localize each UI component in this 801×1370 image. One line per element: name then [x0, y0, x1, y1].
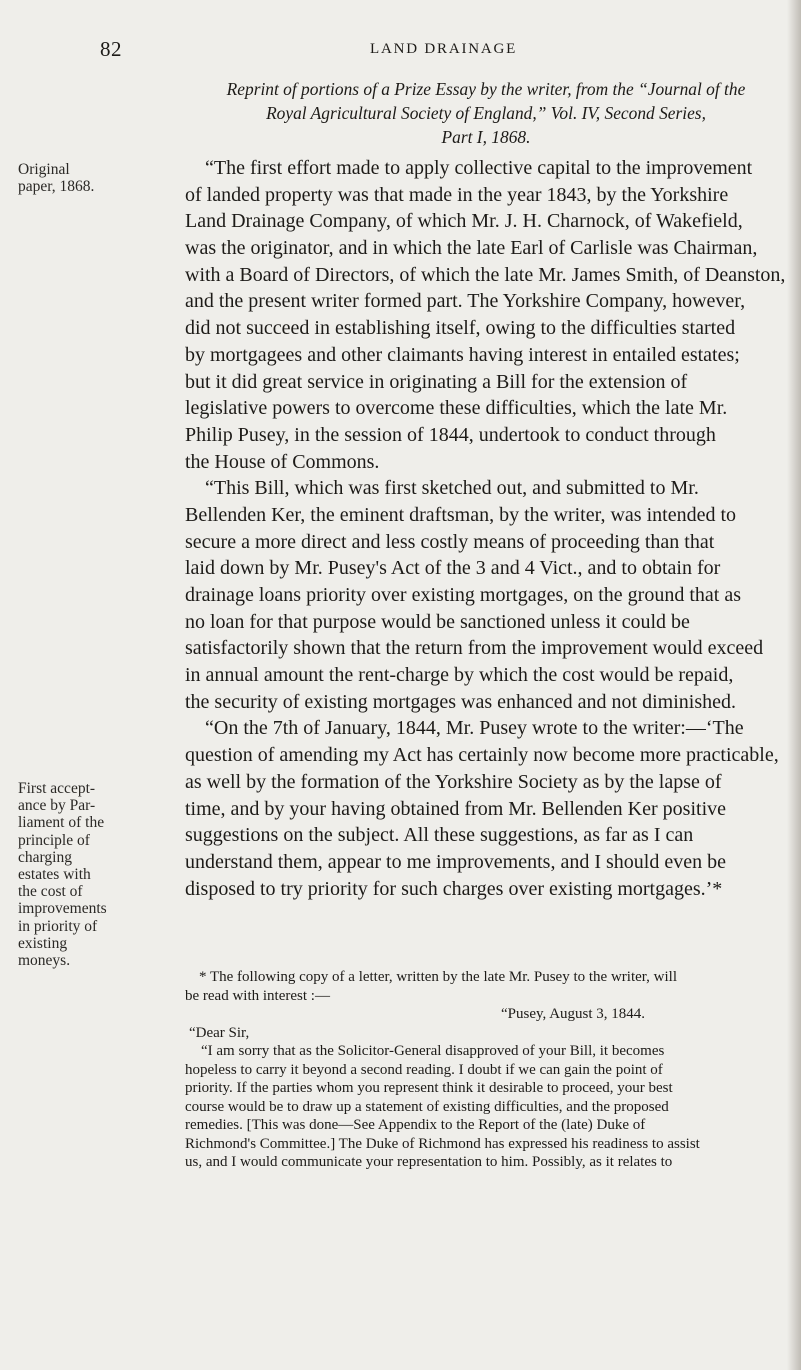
margin-note-line: in priority of	[18, 917, 98, 935]
body-line: question of amending my Act has certainly now become more practicable,	[185, 744, 779, 767]
footnote-salutation: “Dear Sir,	[189, 1024, 250, 1041]
body-line: Philip Pusey, in the session of 1844, undertook to conduct through	[185, 423, 716, 446]
margin-note-line: improvements	[18, 900, 107, 918]
body-line: secure a more direct and less costly means of proceeding than that	[185, 530, 715, 553]
footnote	[185, 968, 785, 1172]
footnote-line: hopeless to carry it beyond a second reading. I doubt if we can gain the point of	[185, 1061, 663, 1078]
footnote-line: remedies. [This was done—See Appendix to the Report of the (late) Duke of	[185, 1117, 646, 1133]
body-line: understand them, appear to me improvements, and I should even be	[185, 850, 726, 873]
margin-note-line: existing	[18, 934, 68, 952]
reprint-note-line: Reprint of portions of a Prize Essay by the writer, from the “Journal of the	[226, 79, 746, 99]
body-line: “This Bill, which was first sketched out, and submitted to Mr.	[205, 477, 699, 500]
body-line: and the present writer formed part. The Yorkshire Company, however,	[185, 290, 746, 313]
page-edge-shadow	[787, 0, 801, 1370]
body-line: the House of Commons.	[185, 450, 380, 473]
footnote-line: “I am sorry that as the Solicitor-General disapproved of your Bill, it becomes	[201, 1043, 665, 1059]
body-line: no loan for that purpose would be sanctioned unless it could be	[185, 610, 690, 633]
body-line: satisfactorily shown that the return from the improvement would exceed	[185, 637, 764, 660]
margin-note-line: ance by Par-	[18, 797, 96, 815]
body-line: disposed to try priority for such charges over existing mortgages.’*	[185, 877, 723, 900]
margin-note-line: First accept-	[18, 780, 96, 797]
body-line: Land Drainage Company, of which Mr. J. H. Charnock, of Wakefield,	[185, 210, 743, 233]
margin-note-line: paper, 1868.	[18, 178, 95, 196]
body-text	[185, 155, 786, 902]
margin-note-line: liament of the	[18, 814, 105, 832]
margin-note-line: moneys.	[18, 952, 71, 970]
reprint-note-line: Part I, 1868.	[441, 127, 531, 147]
footnote-line: us, and I would communicate your representation to him. Possibly, as it relates to	[185, 1154, 673, 1170]
body-line: was the originator, and in which the late Earl of Carlisle was Chairman,	[185, 237, 758, 260]
body-line: of landed property was that made in the year 1843, by the Yorkshire	[185, 183, 729, 206]
body-line: time, and by your having obtained from Mr. Bellenden Ker positive	[185, 797, 726, 820]
body-line: drainage loans priority over existing mortgages, on the ground that as	[185, 584, 741, 606]
reprint-note-line: Royal Agricultural Society of England,” Vol. IV, Second Series,	[266, 103, 706, 123]
body-line: in annual amount the rent-charge by which the cost would be repaid,	[185, 664, 734, 687]
body-line: by mortgagees and other claimants having interest in entailed estates;	[185, 343, 740, 366]
footnote-dateline: “Pusey, August 3, 1844.	[501, 1006, 646, 1022]
body-line: did not succeed in establishing itself, owing to the difficulties started	[185, 317, 736, 340]
body-line: with a Board of Directors, of which the late Mr. James Smith, of Deanston,	[185, 263, 786, 286]
margin-note-first-acceptance	[18, 780, 158, 969]
body-line: “On the 7th of January, 1844, Mr. Pusey wrote to the writer:—‘The	[205, 717, 744, 740]
body-line: suggestions on the subject. All these suggestions, as far as I can	[185, 824, 694, 847]
body-line: legislative powers to overcome these difficulties, which the late Mr.	[185, 397, 728, 420]
margin-note-original-paper	[18, 161, 158, 195]
running-head: LAND DRAINAGE	[370, 41, 518, 57]
body-line: but it did great service in originating a Bill for the extension of	[185, 370, 688, 393]
footnote-intro-cont: be read with interest :—	[185, 987, 330, 1004]
page-number: 82	[100, 37, 122, 61]
body-line: laid down by Mr. Pusey's Act of the 3 and 4 Vict., and to obtain for	[185, 557, 721, 580]
footnote-line: priority. If the parties whom you represent think it desirable to proceed, your best	[185, 1080, 673, 1096]
footnote-line: course would be to draw up a statement of existing difficulties, and the proposed	[185, 1098, 669, 1115]
body-line: as well by the formation of the Yorkshire Society as by the lapse of	[185, 770, 722, 793]
reprint-note	[196, 77, 776, 149]
footnote-intro: * The following copy of a letter, written by the late Mr. Pusey to the writer, will	[199, 969, 678, 985]
margin-note-line: the cost of	[18, 883, 83, 901]
margin-note-line: estates with	[18, 866, 91, 884]
margin-note-line: principle of	[18, 831, 90, 849]
margin-note-line: charging	[18, 848, 72, 866]
body-line: “The first effort made to apply collective capital to the improvement	[205, 157, 753, 179]
footnote-line: Richmond's Committee.] The Duke of Richmond has expressed his readiness to assist	[185, 1135, 700, 1152]
margin-note-line: Original	[18, 161, 70, 178]
body-line: Bellenden Ker, the eminent draftsman, by the writer, was intended to	[185, 503, 737, 526]
body-line: the security of existing mortgages was enhanced and not diminished.	[185, 690, 736, 713]
